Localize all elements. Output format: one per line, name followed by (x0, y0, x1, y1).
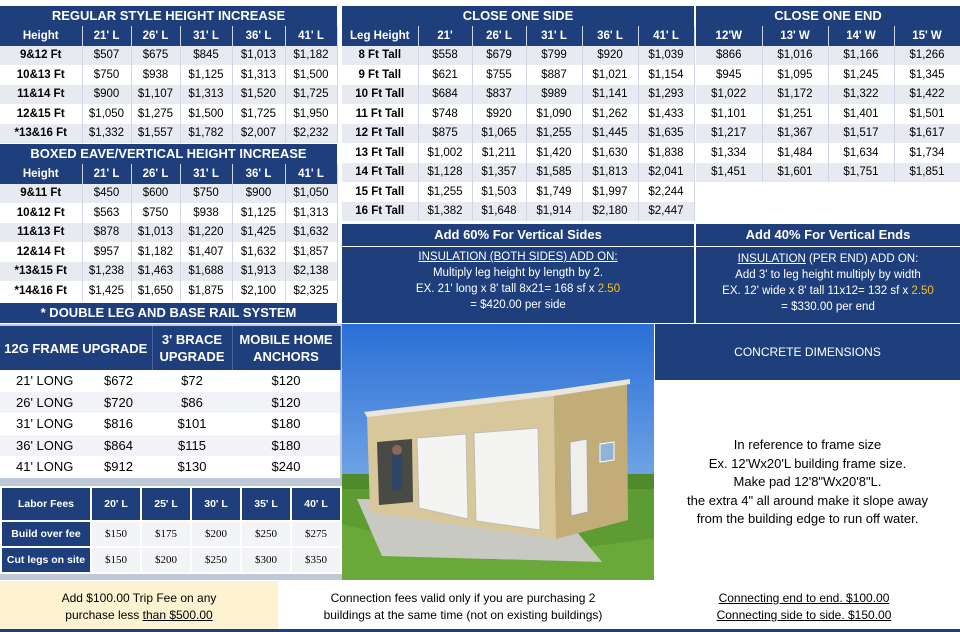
table-row (0, 104, 337, 124)
price-cell: $1,021 (582, 65, 638, 85)
labor-fee-price: $300 (241, 547, 291, 573)
table-row (696, 65, 960, 85)
price-cell: $1,016 (762, 46, 828, 66)
price-cell: $1,266 (894, 46, 960, 66)
price-cell: $1,262 (582, 104, 638, 124)
upgrade-row (0, 456, 340, 478)
price-cell: $1,838 (638, 143, 694, 163)
price-cell: $1,875 (180, 281, 232, 301)
price-cell: $938 (180, 203, 232, 223)
column-header: Height (0, 164, 82, 184)
price-cell: $1,648 (472, 202, 526, 222)
price-cell: $1,422 (894, 85, 960, 105)
price-cell: $2,041 (638, 163, 694, 183)
table-row (0, 203, 337, 223)
column-header: 12'W (696, 26, 762, 46)
header-row (696, 26, 960, 46)
price-cell: $1,451 (696, 163, 762, 183)
price-cell: $1,463 (131, 262, 180, 282)
price-cell: $1,851 (894, 163, 960, 183)
table-row (342, 182, 694, 202)
concrete-line-1: In reference to frame size (733, 437, 882, 452)
connect-end-fee: Connecting end to end. $100.00 (718, 591, 890, 605)
price-cell: $755 (472, 65, 526, 85)
upgrades-table (0, 326, 341, 478)
row-label: 10&12 Ft (0, 203, 82, 223)
labor-fee-price: $350 (291, 547, 341, 573)
connection-note-line1: Connection fees valid only if you are purchasing 2 (330, 591, 596, 605)
table-row (342, 104, 694, 124)
price-cell: $1,334 (696, 143, 762, 163)
price-cell: $1,313 (180, 85, 232, 105)
price-cell: $2,007 (232, 124, 285, 144)
price-cell: $1,635 (638, 124, 694, 144)
price-cell: $1,517 (828, 124, 894, 144)
price-cell: $1,425 (82, 281, 131, 301)
upgrade-row (0, 413, 340, 435)
table-row (0, 262, 337, 282)
labor-fees-table (0, 486, 342, 574)
upgrade-row (0, 370, 340, 392)
price-cell: $1,734 (894, 143, 960, 163)
concrete-line-3: Make pad 12'8"Wx20'8"L. (733, 474, 882, 489)
vertical-sides-addon: Add 60% For Vertical Sides (342, 224, 694, 246)
price-cell: $1,050 (285, 184, 337, 204)
insulation-end-title: INSULATION (PER END) ADD ON: (737, 253, 919, 265)
table-row (0, 223, 337, 243)
close-end-table (696, 26, 960, 182)
upgrade-length: 26' LONG (0, 392, 76, 414)
close-end-title: CLOSE ONE END (696, 6, 960, 26)
price-cell: $900 (232, 184, 285, 204)
price-cell: $1,500 (180, 104, 232, 124)
column-header: 36' L (232, 164, 285, 184)
price-cell: $1,172 (762, 85, 828, 105)
price-cell: $1,782 (180, 124, 232, 144)
column-header: 26' L (472, 26, 526, 46)
upgrade-price: $180 (232, 435, 340, 457)
price-cell: $1,107 (131, 85, 180, 105)
price-cell: $2,447 (638, 202, 694, 222)
upgrade-price: $240 (232, 456, 340, 478)
price-cell: $1,255 (418, 182, 472, 202)
price-cell: $1,050 (82, 104, 131, 124)
column-header: 13' W (762, 26, 828, 46)
concrete-line-2: Ex. 12'Wx20'L building frame size. (708, 455, 907, 471)
column-header: Height (0, 26, 82, 46)
price-cell: $1,013 (232, 46, 285, 66)
price-cell: $1,182 (285, 46, 337, 66)
boxed-height-table (0, 164, 338, 301)
column-header: 15' W (894, 26, 960, 46)
price-cell: $750 (131, 203, 180, 223)
upgrade-length: 31' LONG (0, 413, 76, 435)
table-row (696, 143, 960, 163)
price-cell: $558 (418, 46, 472, 66)
price-cell: $878 (82, 223, 131, 243)
labor-fee-price: $150 (91, 547, 141, 573)
row-label: 9&12 Ft (0, 46, 82, 66)
price-cell: $1,166 (828, 46, 894, 66)
price-cell: $1,500 (285, 65, 337, 85)
labor-fee-name: Build over fee (1, 521, 91, 547)
labor-fee-name: Cut legs on site (1, 547, 91, 573)
regular-height-table (0, 26, 338, 143)
price-cell: $1,751 (828, 163, 894, 183)
insulation-end-line2: EX. 12' wide x 8' tall 11x12= 132 sf x 2.50 (722, 285, 934, 297)
row-label: 14 Ft Tall (342, 163, 418, 183)
column-header: 31' L (180, 164, 232, 184)
garage-illustration (342, 324, 654, 580)
price-cell: $1,125 (232, 203, 285, 223)
concrete-line-4: the extra 4" all around make it slope away (687, 492, 928, 508)
row-label: 15 Ft Tall (342, 182, 418, 202)
price-cell: $845 (180, 46, 232, 66)
table-row (0, 65, 337, 85)
row-label: 9&11 Ft (0, 184, 82, 204)
upgrade-price: $130 (152, 456, 232, 478)
labor-fee-price: $150 (91, 521, 141, 547)
price-cell: $1,095 (762, 65, 828, 85)
table-row (342, 46, 694, 66)
table-row (0, 242, 337, 262)
row-label: 11&14 Ft (0, 85, 82, 105)
price-cell: $1,141 (582, 85, 638, 105)
column-header: 21' L (82, 26, 131, 46)
price-cell: $957 (82, 242, 131, 262)
price-cell: $1,128 (418, 163, 472, 183)
concrete-title: CONCRETE DIMENSIONS (655, 324, 960, 380)
price-cell: $750 (180, 184, 232, 204)
labor-fee-price: $275 (291, 521, 341, 547)
table-row (342, 65, 694, 85)
labor-row (1, 547, 341, 573)
table-row (0, 281, 337, 301)
column-header: 36' L (582, 26, 638, 46)
price-cell: $1,313 (285, 203, 337, 223)
price-cell: $1,445 (582, 124, 638, 144)
price-cell: $1,433 (638, 104, 694, 124)
table-row (696, 163, 960, 183)
table-row (342, 163, 694, 183)
column-header: 26' L (131, 26, 180, 46)
table-row (696, 124, 960, 144)
connection-note-line2: buildings at the same time (not on existing buildings) (323, 608, 603, 622)
double-leg-note: * DOUBLE LEG AND BASE RAIL SYSTEM (0, 303, 337, 323)
row-label: *14&16 Ft (0, 281, 82, 301)
connection-note-box (278, 581, 648, 632)
vertical-ends-addon: Add 40% For Vertical Ends (696, 224, 960, 246)
price-cell: $1,125 (180, 65, 232, 85)
labor-row (1, 521, 341, 547)
price-cell: $1,950 (285, 104, 337, 124)
row-label: *13&16 Ft (0, 124, 82, 144)
upgrade-column-header: 12G FRAME UPGRADE (0, 326, 152, 370)
row-label: 13 Ft Tall (342, 143, 418, 163)
price-cell: $1,220 (180, 223, 232, 243)
upgrade-price: $72 (152, 370, 232, 392)
price-cell: $1,813 (582, 163, 638, 183)
price-cell: $1,913 (232, 262, 285, 282)
column-header: 14' W (828, 26, 894, 46)
insulation-sides-box (342, 247, 694, 323)
price-cell: $1,293 (638, 85, 694, 105)
price-cell: $1,501 (894, 104, 960, 124)
upgrade-price: $115 (152, 435, 232, 457)
price-cell: $1,322 (828, 85, 894, 105)
price-cell: $1,313 (232, 65, 285, 85)
upgrade-price: $816 (76, 413, 152, 435)
column-header: 41' L (285, 26, 337, 46)
trip-fee-line2: purchase less than $500.00 (65, 608, 213, 622)
price-cell: $1,634 (828, 143, 894, 163)
price-cell: $1,601 (762, 163, 828, 183)
table-row (0, 85, 337, 105)
garage-building-image (342, 324, 654, 580)
price-cell: $1,039 (638, 46, 694, 66)
column-header: 41' L (285, 164, 337, 184)
header-row (0, 164, 337, 184)
column-header: 31' L (180, 26, 232, 46)
row-label: 10&13 Ft (0, 65, 82, 85)
table-row (0, 46, 337, 66)
column-header: 21' (418, 26, 472, 46)
table-row (342, 202, 694, 222)
column-header: Leg Height (342, 26, 418, 46)
insulation-end-line3: = $330.00 per end (781, 301, 875, 313)
price-cell: $600 (131, 184, 180, 204)
price-cell: $1,632 (285, 223, 337, 243)
price-cell: $2,232 (285, 124, 337, 144)
close-side-title: CLOSE ONE SIDE (342, 6, 694, 26)
insulation-end-line1: Add 3' to leg height multiply by width (735, 269, 921, 281)
price-cell: $1,557 (131, 124, 180, 144)
price-cell: $675 (131, 46, 180, 66)
insulation-sides-line2: EX. 21' long x 8' tall 8x21= 168 sf x 2.50 (415, 283, 621, 295)
close-side-table (342, 26, 695, 221)
trip-fee-box (0, 581, 278, 632)
price-cell: $1,065 (472, 124, 526, 144)
price-cell: $1,617 (894, 124, 960, 144)
labor-fee-price: $250 (241, 521, 291, 547)
row-label: 12&15 Ft (0, 104, 82, 124)
table-row (342, 124, 694, 144)
price-cell: $938 (131, 65, 180, 85)
table-row (0, 184, 337, 204)
price-cell: $1,211 (472, 143, 526, 163)
labor-column-header: 20' L (91, 487, 141, 521)
row-label: 12 Ft Tall (342, 124, 418, 144)
price-cell: $1,420 (526, 143, 582, 163)
upgrade-price: $180 (232, 413, 340, 435)
column-header: 26' L (131, 164, 180, 184)
price-cell: $1,725 (232, 104, 285, 124)
labor-fee-price: $200 (141, 547, 191, 573)
price-cell: $1,520 (232, 85, 285, 105)
upgrades-header-row (0, 326, 340, 370)
upgrade-column-header: MOBILE HOME ANCHORS (232, 326, 340, 370)
upgrade-length: 21' LONG (0, 370, 76, 392)
row-label: 12&14 Ft (0, 242, 82, 262)
price-cell: $1,022 (696, 85, 762, 105)
header-row (0, 26, 337, 46)
price-cell: $1,407 (180, 242, 232, 262)
header-row (342, 26, 694, 46)
row-label: 11&13 Ft (0, 223, 82, 243)
price-cell: $2,244 (638, 182, 694, 202)
price-cell: $1,251 (762, 104, 828, 124)
price-cell: $2,180 (582, 202, 638, 222)
upgrade-row (0, 392, 340, 414)
price-cell: $1,749 (526, 182, 582, 202)
price-cell: $1,503 (472, 182, 526, 202)
connection-fees-box (648, 581, 960, 632)
price-cell: $1,154 (638, 65, 694, 85)
price-cell: $1,857 (285, 242, 337, 262)
price-cell: $837 (472, 85, 526, 105)
price-cell: $1,332 (82, 124, 131, 144)
upgrade-price: $86 (152, 392, 232, 414)
price-cell: $679 (472, 46, 526, 66)
price-cell: $507 (82, 46, 131, 66)
labor-header-row (1, 487, 341, 521)
boxed-title: BOXED EAVE/VERTICAL HEIGHT INCREASE (0, 144, 337, 164)
trip-fee-line1: Add $100.00 Trip Fee on any (61, 591, 217, 605)
price-cell: $1,725 (285, 85, 337, 105)
upgrade-price: $120 (232, 370, 340, 392)
column-header: 36' L (232, 26, 285, 46)
price-cell: $2,325 (285, 281, 337, 301)
price-cell: $1,650 (131, 281, 180, 301)
price-cell: $1,632 (232, 242, 285, 262)
price-cell: $1,357 (472, 163, 526, 183)
labor-column-header: Labor Fees (1, 487, 91, 521)
concrete-text-box (655, 380, 960, 580)
price-cell: $1,275 (131, 104, 180, 124)
upgrade-length: 36' LONG (0, 435, 76, 457)
price-cell: $920 (582, 46, 638, 66)
price-cell: $1,238 (82, 262, 131, 282)
labor-fee-price: $250 (191, 547, 241, 573)
table-row (0, 124, 337, 144)
price-cell: $1,484 (762, 143, 828, 163)
price-cell: $1,090 (526, 104, 582, 124)
price-cell: $750 (82, 65, 131, 85)
price-cell: $684 (418, 85, 472, 105)
price-cell: $1,914 (526, 202, 582, 222)
price-cell: $1,182 (131, 242, 180, 262)
labor-column-header: 40' L (291, 487, 341, 521)
insulation-sides-title: INSULATION (BOTH SIDES) ADD ON: (418, 251, 618, 263)
price-cell: $799 (526, 46, 582, 66)
price-cell: $2,138 (285, 262, 337, 282)
labor-fee-price: $175 (141, 521, 191, 547)
concrete-line-5: from the building edge to run off water. (696, 511, 919, 526)
upgrade-price: $912 (76, 456, 152, 478)
column-header: 41' L (638, 26, 694, 46)
price-cell: $1,217 (696, 124, 762, 144)
price-cell: $1,997 (582, 182, 638, 202)
price-cell: $1,255 (526, 124, 582, 144)
price-cell: $920 (472, 104, 526, 124)
column-header: 21' L (82, 164, 131, 184)
upgrade-row (0, 435, 340, 457)
upgrade-column-header: 3' BRACE UPGRADE (152, 326, 232, 370)
upgrade-price: $120 (232, 392, 340, 414)
price-cell: $900 (82, 85, 131, 105)
row-label: 8 Ft Tall (342, 46, 418, 66)
row-label: 16 Ft Tall (342, 202, 418, 222)
table-row (696, 85, 960, 105)
row-label: 11 Ft Tall (342, 104, 418, 124)
upgrade-length: 41' LONG (0, 456, 76, 478)
price-cell: $1,101 (696, 104, 762, 124)
price-cell: $1,688 (180, 262, 232, 282)
labor-column-header: 25' L (141, 487, 191, 521)
insulation-sides-line3: = $420.00 per side (470, 299, 566, 311)
upgrade-price: $672 (76, 370, 152, 392)
row-label: *13&15 Ft (0, 262, 82, 282)
price-cell: $1,585 (526, 163, 582, 183)
price-cell: $875 (418, 124, 472, 144)
price-cell: $945 (696, 65, 762, 85)
price-cell: $1,013 (131, 223, 180, 243)
insulation-sides-line1: Multiply leg height by length by 2. (432, 267, 604, 279)
price-cell: $621 (418, 65, 472, 85)
regular-title: REGULAR STYLE HEIGHT INCREASE (0, 6, 337, 26)
price-cell: $1,401 (828, 104, 894, 124)
upgrade-price: $720 (76, 392, 152, 414)
price-cell: $563 (82, 203, 131, 223)
labor-column-header: 35' L (241, 487, 291, 521)
price-cell: $1,425 (232, 223, 285, 243)
row-label: 9 Ft Tall (342, 65, 418, 85)
upgrade-price: $864 (76, 435, 152, 457)
price-cell: $1,002 (418, 143, 472, 163)
price-cell: $866 (696, 46, 762, 66)
upgrade-price: $101 (152, 413, 232, 435)
price-cell: $1,367 (762, 124, 828, 144)
table-row (342, 85, 694, 105)
insulation-end-box (696, 247, 960, 323)
labor-fee-price: $200 (191, 521, 241, 547)
connect-side-fee: Connecting side to side. $150.00 (716, 608, 892, 622)
price-cell: $1,245 (828, 65, 894, 85)
price-cell: $2,100 (232, 281, 285, 301)
table-row (696, 104, 960, 124)
price-cell: $748 (418, 104, 472, 124)
price-cell: $450 (82, 184, 131, 204)
price-cell: $887 (526, 65, 582, 85)
price-cell: $1,345 (894, 65, 960, 85)
price-cell: $1,630 (582, 143, 638, 163)
column-header: 31' L (526, 26, 582, 46)
price-cell: $1,382 (418, 202, 472, 222)
row-label: 10 Ft Tall (342, 85, 418, 105)
table-row (696, 46, 960, 66)
labor-column-header: 30' L (191, 487, 241, 521)
table-row (342, 143, 694, 163)
price-cell: $989 (526, 85, 582, 105)
